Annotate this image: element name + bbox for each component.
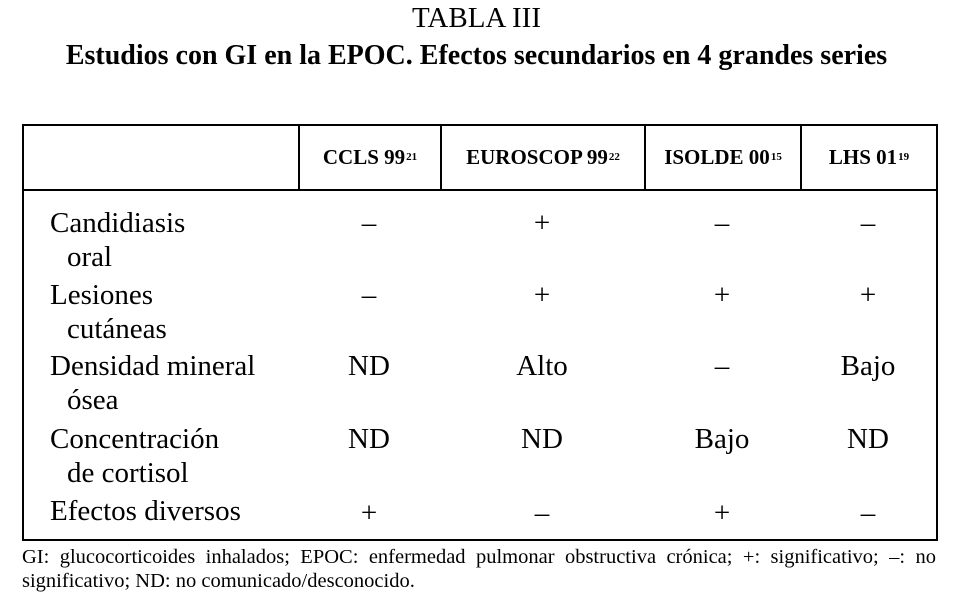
row-label-line1: Efectos diversos <box>50 495 241 527</box>
row-label-line2: cutáneas <box>67 313 167 345</box>
header-euroscop-name: EUROSCOP 99 <box>466 145 608 169</box>
table-cell: – <box>361 279 377 311</box>
header-isolde-name: ISOLDE 00 <box>664 145 770 169</box>
table-cell: + <box>713 279 731 311</box>
header-isolde-ref: 15 <box>770 150 782 163</box>
header-lhs-name: LHS 01 <box>828 145 898 169</box>
table-title: Estudios con GI en la EPOC. Efectos secundarios en 4 grandes series <box>65 40 888 71</box>
row-label-line1: Lesiones <box>50 279 154 311</box>
table-cell: – <box>860 497 876 529</box>
table-cell: + <box>360 497 378 529</box>
table-cell: ND <box>521 423 563 455</box>
header-cell-isolde <box>644 126 800 189</box>
row-label-line2: de cortisol <box>67 457 189 489</box>
table-cell: Bajo <box>694 423 750 455</box>
row-label-line2: ósea <box>67 384 119 416</box>
row-label-line1: Densidad mineral <box>50 350 256 382</box>
table-cell: ND <box>348 423 390 455</box>
row-label-lesiones <box>50 278 167 346</box>
row-label-densidad <box>50 349 255 417</box>
row-label-line2: oral <box>67 241 113 273</box>
table-footnote: GI: glucocorticoides inhalados; EPOC: enfermedad pulmonar obstructiva crónica; +: significativo; –: no significativo; ND: no comunicado/desconocido. <box>22 546 936 592</box>
header-euroscop-ref: 22 <box>608 150 620 163</box>
header-ccls-ref: 21 <box>406 150 418 163</box>
header-cell-lhs <box>800 126 936 189</box>
table-cell: ND <box>847 423 889 455</box>
table-cell: + <box>859 279 877 311</box>
header-cell-ccls <box>298 126 440 189</box>
table-cell: ND <box>348 350 390 382</box>
row-label-candidiasis <box>50 206 185 274</box>
table-label: TABLA III <box>412 2 541 34</box>
table-cell: – <box>714 350 730 382</box>
table-cell: – <box>534 497 550 529</box>
header-ccls-name: CCLS 99 <box>322 145 406 169</box>
row-label-line1: Concentración <box>50 423 220 455</box>
header-cell-euroscop <box>440 126 644 189</box>
table-cell: – <box>361 207 377 239</box>
table-cell: + <box>713 497 731 529</box>
table-cell: – <box>714 207 730 239</box>
table-header-row <box>24 126 936 191</box>
side-effects-table <box>22 124 938 541</box>
row-label-line1: Candidiasis <box>50 207 186 239</box>
table-cell: + <box>533 207 551 239</box>
table-cell: Bajo <box>840 350 896 382</box>
table-cell: Alto <box>516 350 568 382</box>
row-label-efectos <box>50 494 241 528</box>
table-cell: + <box>533 279 551 311</box>
header-lhs-ref: 19 <box>898 150 910 163</box>
header-empty-cell <box>24 126 298 189</box>
row-label-cortisol <box>50 422 219 490</box>
table-cell: – <box>860 207 876 239</box>
